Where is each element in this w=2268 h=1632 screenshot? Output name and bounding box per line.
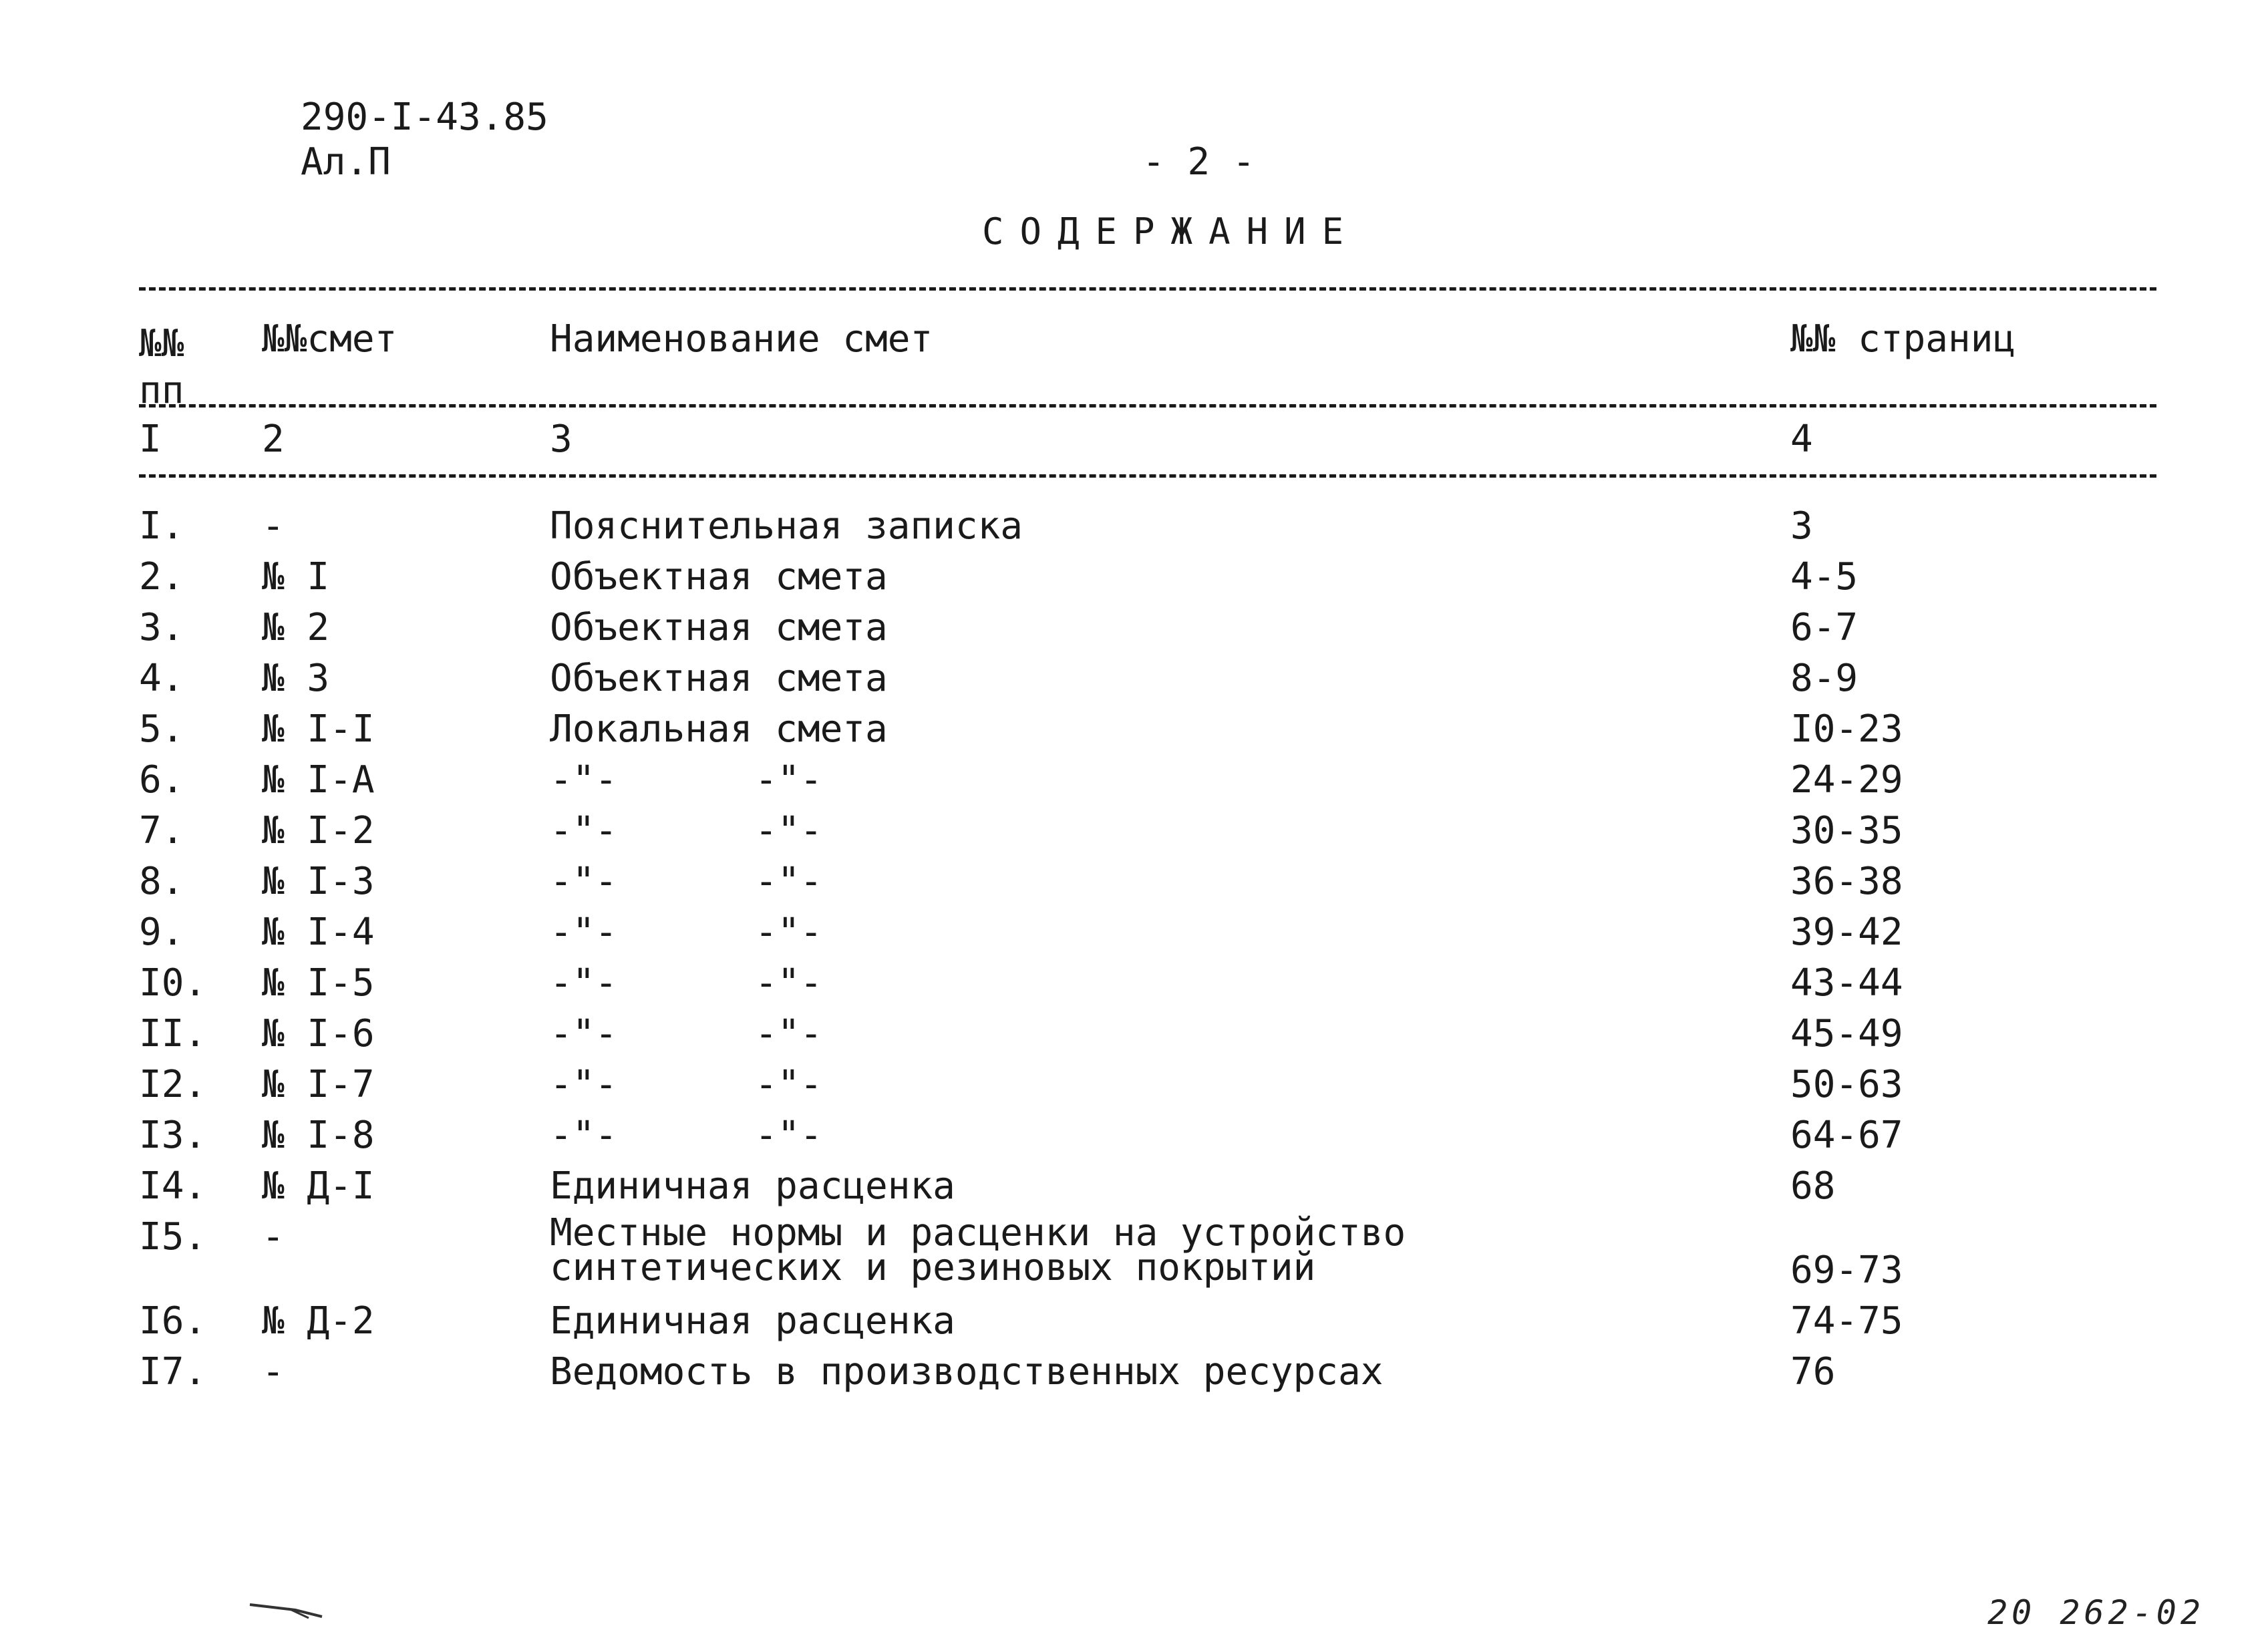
estimate-number: - bbox=[262, 1215, 285, 1259]
row-number: 8. bbox=[139, 860, 184, 903]
page-range: 6-7 bbox=[1790, 606, 1858, 649]
page-range: 64-67 bbox=[1790, 1114, 1903, 1157]
page-number: - 2 - bbox=[1142, 140, 1255, 184]
row-number: I3. bbox=[139, 1114, 207, 1157]
row-number: 7. bbox=[139, 809, 184, 852]
page-range: 4-5 bbox=[1790, 555, 1858, 599]
estimate-number: № I bbox=[262, 555, 330, 599]
estimate-number: № I-6 bbox=[262, 1012, 375, 1055]
ditto-mark: -"- bbox=[550, 1063, 618, 1106]
estimate-name: Объектная смета bbox=[550, 657, 888, 700]
page-range: 45-49 bbox=[1790, 1012, 1903, 1055]
estimate-number: № I-4 bbox=[262, 911, 375, 954]
ditto-mark: -"- bbox=[755, 1114, 823, 1157]
page-range: 43-44 bbox=[1790, 961, 1903, 1005]
header-rule bbox=[139, 404, 2156, 407]
column-header-row-number: №№ пп bbox=[139, 322, 184, 412]
row-number: I2. bbox=[139, 1063, 207, 1106]
estimate-number: № I-3 bbox=[262, 860, 375, 903]
estimate-number: № I-5 bbox=[262, 961, 375, 1005]
estimate-number: - bbox=[262, 1350, 285, 1394]
table-top-rule bbox=[139, 287, 2156, 291]
page-range: 24-29 bbox=[1790, 758, 1903, 802]
page-range: 76 bbox=[1790, 1350, 1836, 1394]
estimate-name: Пояснительная записка bbox=[550, 504, 1023, 548]
column-number: 3 bbox=[550, 418, 573, 461]
ditto-mark: -"- bbox=[755, 809, 823, 852]
ditto-mark: -"- bbox=[755, 911, 823, 954]
estimate-number: № I-7 bbox=[262, 1063, 375, 1106]
estimate-name: Ведомость в производственных ресурсах bbox=[550, 1350, 1384, 1394]
row-number: 4. bbox=[139, 657, 184, 700]
ditto-mark: -"- bbox=[755, 1063, 823, 1106]
page-range: 39-42 bbox=[1790, 911, 1903, 954]
row-number: 9. bbox=[139, 911, 184, 954]
estimate-number: № I-I bbox=[262, 707, 375, 751]
page-range: 68 bbox=[1790, 1164, 1836, 1208]
archive-stamp: 20 262-02 bbox=[1987, 1593, 2205, 1632]
estimate-number: № 2 bbox=[262, 606, 330, 649]
estimate-number: № 3 bbox=[262, 657, 330, 700]
column-number: I bbox=[139, 418, 162, 461]
ditto-mark: -"- bbox=[550, 961, 618, 1005]
ditto-mark: -"- bbox=[550, 1114, 618, 1157]
estimate-name: Единичная расценка bbox=[550, 1164, 955, 1208]
estimate-number: № I-2 bbox=[262, 809, 375, 852]
column-header-pages: №№ страниц bbox=[1790, 317, 2016, 361]
estimate-number: № Д-2 bbox=[262, 1299, 375, 1343]
estimate-number: № I-А bbox=[262, 758, 375, 802]
page-range: 74-75 bbox=[1790, 1299, 1903, 1343]
row-number: 3. bbox=[139, 606, 184, 649]
row-number: II. bbox=[139, 1012, 207, 1055]
column-header-estimate-name: Наименование смет bbox=[550, 317, 933, 361]
page-title: СОДЕРЖАНИЕ bbox=[982, 210, 1360, 253]
estimate-name: Локальная смета bbox=[550, 707, 888, 751]
page-range: I0-23 bbox=[1790, 707, 1903, 751]
page-range: 30-35 bbox=[1790, 809, 1903, 852]
ditto-mark: -"- bbox=[550, 758, 618, 802]
pen-mark bbox=[249, 1602, 329, 1619]
document-code: 290-I-43.85 bbox=[301, 96, 548, 139]
page-range: 50-63 bbox=[1790, 1063, 1903, 1106]
ditto-mark: -"- bbox=[755, 1012, 823, 1055]
estimate-number: № I-8 bbox=[262, 1114, 375, 1157]
ditto-mark: -"- bbox=[550, 911, 618, 954]
row-number: I6. bbox=[139, 1299, 207, 1343]
ditto-mark: -"- bbox=[550, 860, 618, 903]
row-number: I4. bbox=[139, 1164, 207, 1208]
column-number: 4 bbox=[1790, 418, 1813, 461]
row-number: I0. bbox=[139, 961, 207, 1005]
album-sheet: Ал.П bbox=[301, 140, 391, 184]
row-number: 6. bbox=[139, 758, 184, 802]
column-header-estimate-number: №№смет bbox=[262, 317, 397, 361]
row-number: I5. bbox=[139, 1215, 207, 1259]
row-number: 2. bbox=[139, 555, 184, 599]
ditto-mark: -"- bbox=[550, 1012, 618, 1055]
row-number: I7. bbox=[139, 1350, 207, 1394]
ditto-mark: -"- bbox=[755, 758, 823, 802]
estimate-name: Объектная смета bbox=[550, 555, 888, 599]
estimate-name: Единичная расценка bbox=[550, 1299, 955, 1343]
row-number: I. bbox=[139, 504, 184, 548]
row-number: 5. bbox=[139, 707, 184, 751]
page-range: 36-38 bbox=[1790, 860, 1903, 903]
estimate-name: Местные нормы и расценки на устройство синтетических и резиновых покрытий bbox=[550, 1211, 1406, 1289]
column-number-rule bbox=[139, 474, 2156, 478]
ditto-mark: -"- bbox=[755, 860, 823, 903]
estimate-number: - bbox=[262, 504, 285, 548]
page-range: 8-9 bbox=[1790, 657, 1858, 700]
ditto-mark: -"- bbox=[550, 809, 618, 852]
ditto-mark: -"- bbox=[755, 961, 823, 1005]
estimate-number: № Д-I bbox=[262, 1164, 375, 1208]
page-range: 3 bbox=[1790, 504, 1813, 548]
estimate-name: Объектная смета bbox=[550, 606, 888, 649]
page-range: 69-73 bbox=[1790, 1249, 1903, 1292]
column-number: 2 bbox=[262, 418, 285, 461]
